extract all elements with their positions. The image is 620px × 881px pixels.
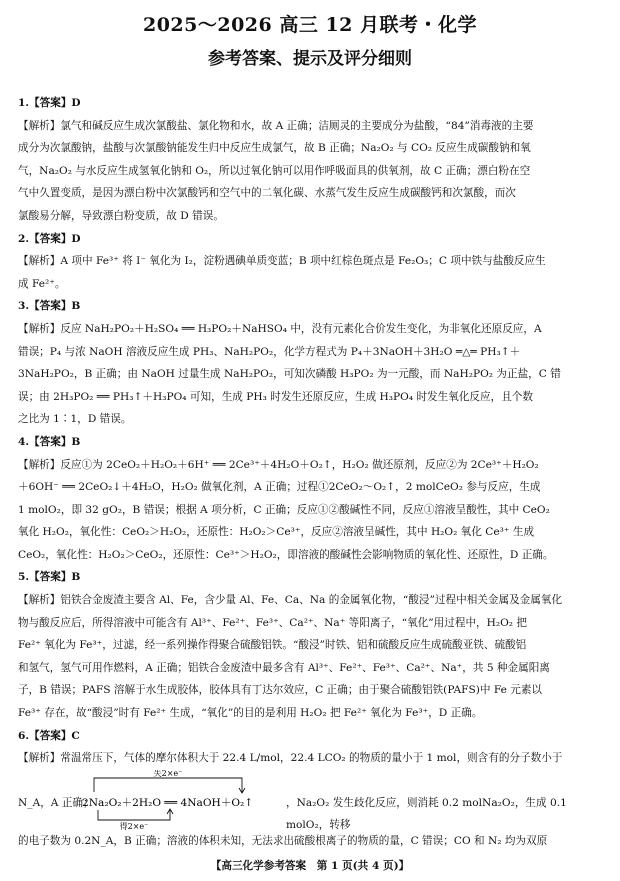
explanation-line: 之比为 1∶1，D 错误。 xyxy=(18,413,132,426)
page-title: 2025～2026 高三 12 月联考・化学 xyxy=(142,14,478,36)
explanation-line: 气中久置变质，是因为漂白粉中次氯酸钙和空气中的二氧化碳、水蒸气发生反应生成碳酸钙和次氯酸，而次 xyxy=(18,187,516,200)
answer-line-4: 4.【答案】B xyxy=(18,435,81,448)
question-3 xyxy=(18,295,606,431)
answer-line-1: 1.【答案】D xyxy=(18,97,81,109)
explanation-line: 成 Fe²⁺。 xyxy=(18,277,66,290)
explanation-line: 和氢气，氢气可用作燃料，A 正确；铝铁合金废渣中最多含有 Al³⁺、Fe²⁺、Fe³⁺、Ca²⁺、Na⁺，共 5 种金属阳离 xyxy=(18,661,550,674)
gain-electron-bracket xyxy=(98,810,170,820)
explanation-line: 氧化 H₂O₂，氧化性：CeO₂＞H₂O₂，还原性：H₂O₂＞Ce³⁺，反应②溶液呈碱性，其中 H₂O₂ 氧化 Ce³⁺ 生成 xyxy=(18,526,535,539)
explanation-line: 【解析】反应 NaH₂PO₂＋H₂SO₄ ══ H₃PO₂＋NaHSO₄ 中，没有元素化合价发生变化，为非氧化还原反应，A xyxy=(18,322,542,335)
gain-electron-label: 得2×e⁻ xyxy=(119,821,149,830)
explanation-line: 的电子数为 0.2N_A，B 正确；溶液的体积未知，无法求出硫酸根离子的物质的量，C 错误；CO 和 N₂ 均为双原 xyxy=(18,834,548,847)
answer-line-3: 3.【答案】B xyxy=(18,300,81,313)
question-5 xyxy=(18,566,606,724)
explanation-line: 错误；P₄ 与浓 NaOH 溶液反应生成 PH₃、NaH₂PO₂，化学方程式为 P₄＋3NaOH＋3H₂O ═△═ PH₃↑＋ xyxy=(18,345,521,358)
explanation-line: 子，B 错误；PAFS 溶解于水生成胶体，胶体具有丁达尔效应，C 正确；由于聚合硫酸铝铁(PAFS)中 Fe 元素以 xyxy=(18,684,543,697)
page-subtitle: 参考答案、提示及评分细则 xyxy=(208,49,412,69)
lose-electron-bracket xyxy=(94,778,242,792)
explanation-line: 1 molO₂，即 32 gO₂，B 错误；根据 A 项分析，C 正确；反应①②酸碱性不同，反应①溶液呈酸性，其中 CeO₂ xyxy=(18,503,550,516)
answer-line-2: 2.【答案】D xyxy=(18,232,81,245)
electron-transfer-equation-row xyxy=(18,770,606,830)
explanation-line: Fe³⁺ 存在，故“酸浸”时有 Fe²⁺ 生成，“氧化”的目的是利用 H₂O₂ 把 Fe²⁺ 氧化为 Fe³⁺，D 正确。 xyxy=(18,707,483,720)
explanation-line: 【解析】反应①为 2CeO₂＋H₂O₂＋6H⁺ ══ 2Ce³⁺＋4H₂O＋O₂↑，H₂O₂ 做还原剂，反应②为 2Ce³⁺＋H₂O₂ xyxy=(18,458,539,471)
question-2 xyxy=(18,228,606,296)
explanation-line: 成分为次氯酸钠，盐酸与次氯酸钠能发生归中反应生成氯气，故 B 正确；Na₂O₂ 与 CO₂ 反应生成碳酸钠和氧 xyxy=(18,142,531,155)
question-6 xyxy=(18,725,606,853)
question-4 xyxy=(18,431,606,567)
equation-main: 2Na₂O₂＋2H₂O ══ 4NaOH＋O₂↑ xyxy=(82,796,254,809)
explanation-line: Fe²⁺ 氧化为 Fe³⁺，过滤，经一系列操作得聚合硫酸铝铁。“酸浸”时铁、铝和硫酸反应生成硫酸亚铁、硫酸铝 xyxy=(18,639,527,652)
explanation-line: 【解析】常温常压下，气体的摩尔体积大于 22.4 L/mol，22.4 LCO₂ 的物质的量小于 1 mol，则含有的分子数小于 xyxy=(18,752,563,765)
explanation-line: 物与酸反应后，所得溶液中可能含有 Al³⁺、Fe²⁺、Fe³⁺、Ca²⁺、Na⁺ 等阳离子，“氧化”用过程中，H₂O₂ 把 xyxy=(18,616,528,629)
answer-line-6: 6.【答案】C xyxy=(18,729,80,742)
explanation-line: 气，Na₂O₂ 与水反应生成氢氧化钠和 O₂，所以过氧化钠可以用作呼吸面具的供氧剂，故 C 正确；漂白粉在空 xyxy=(18,164,531,177)
answer-content xyxy=(18,92,606,852)
explanation-line: ＋6OH⁻ ══ 2CeO₂↓＋4H₂O，H₂O₂ 做氧化剂，A 正确；过程①2CeO₂～O₂↑，2 molCeO₂ 参与反应，生成 xyxy=(18,481,541,494)
explanation-line: 误；由 2H₃PO₂ ══ PH₃↑＋H₃PO₄ 可知，生成 PH₃ 时发生还原反应，生成 H₃PO₄ 时发生氧化反应，且个数 xyxy=(18,390,533,403)
page-footer: 【高三化学参考答案 第 1 页(共 4 页)】 xyxy=(210,860,410,872)
explanation-line: 【解析】A 项中 Fe³⁺ 将 I⁻ 氧化为 I₂，淀粉遇碘单质变蓝；B 项中红棕色斑点是 Fe₂O₃；C 项中铁与盐酸反应生 xyxy=(18,255,546,268)
explanation-line: 氯酸易分解，导致漂白粉变质，故 D 错误。 xyxy=(18,209,224,222)
explanation-line: 3NaH₂PO₂，B 正确；由 NaOH 过量生成 NaH₂PO₂，可知次磷酸 H₃PO₂ 为一元酸，而 NaH₂PO₂ 为正盐，C 错 xyxy=(18,368,561,381)
explanation-line: 【解析】氯气和碱反应生成次氯酸盐、氯化物和水，故 A 正确；洁厕灵的主要成分为盐酸，“84”消毒液的主要 xyxy=(18,119,534,132)
equation-tail-text: ，Na₂O₂ 发生歧化反应，则消耗 0.2 molNa₂O₂，生成 0.1 molO₂，转移 xyxy=(286,796,567,832)
explanation-line: 【解析】铝铁合金废渣主要含 Al、Fe，含少量 Al、Fe、Ca、Na 的金属氧化物，“酸浸”过程中相关金属及金属氧化 xyxy=(18,594,563,607)
answer-line-5: 5.【答案】B xyxy=(18,571,81,584)
question-1 xyxy=(18,92,606,228)
explanation-line: CeO₂，氧化性：H₂O₂＞CeO₂，还原性：Ce³⁺＞H₂O₂，即溶液的酸碱性会影响物质的氧化性、还原性，D 正确。 xyxy=(18,548,554,561)
equation-lead-text: N_A，A 正确； xyxy=(18,796,94,809)
electron-transfer-diagram xyxy=(82,770,282,830)
lose-electron-label: 失2×e⁻ xyxy=(153,769,183,778)
